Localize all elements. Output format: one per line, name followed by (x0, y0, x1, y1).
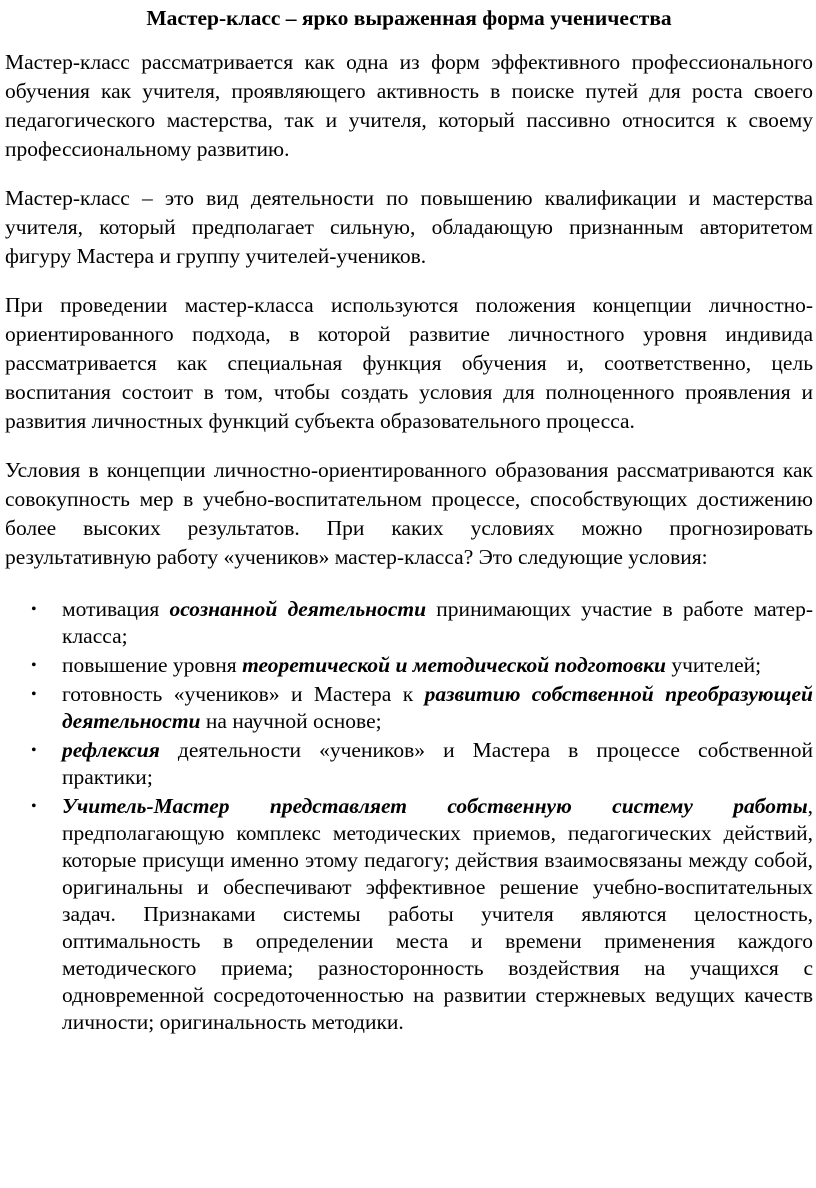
condition-emphasis: Учитель-Мастер представляет собственную систему работы (62, 794, 808, 818)
condition-text: на научной основе; (200, 709, 382, 733)
condition-text: готовность «учеников» и Мастера к (62, 682, 425, 706)
condition-emphasis: развитию собственной преобразующей деятельности (62, 682, 813, 733)
paragraph-definition: Мастер-класс рассматривается как одна из форм эффективного профессионального обучения как учителя, проявляющего активность в поиске путей для роста своего педагогического мастерства, так и учителя, который пассивно относится к своему профессиональному развитию. (5, 50, 813, 161)
condition-text: принимающих участие в работе матер-класса; (62, 597, 813, 648)
list-item (5, 793, 813, 1036)
condition-text: мотивация (62, 597, 170, 621)
bullet-icon: • (31, 657, 37, 674)
paragraph-activity-type: Мастер-класс – это вид деятельности по повышению квалификации и мастерства учителя, который предполагает сильную, обладающую признанным авторитетом фигуру Мастера и группу учителей-учеников. (5, 186, 813, 268)
list-item (5, 596, 813, 650)
list-item (5, 681, 813, 735)
condition-emphasis: осознанной деятельности (169, 597, 427, 621)
condition-text: повышение уровня (62, 653, 243, 677)
condition-emphasis: рефлексия (62, 738, 160, 762)
paragraph-conditions-intro: Условия в концепции личностно-ориентированного образования рассматриваются как совокупность мер в учебно-воспитательном процессе, способствующих достижению более высоких результатов. При каких условиях можно прогнозировать результативную работу «учеников» мастер-класса? Это следующие условия: (5, 458, 813, 569)
bullet-icon: • (31, 742, 37, 759)
condition-text: учителей; (665, 653, 762, 677)
condition-text: , предполагающую комплекс методических приемов, педагогических действий, которые присущи именно этому педагогу; действия взаимосвязаны между собой, оригинальны и обеспечивают эффективное решение учебно-воспитательных задач. Признаками системы работы учителя являются целостность, оптимальность в определении места и времени применения каждого методического приема; разносторонность воздействия на учащихся с одновременной сосредоточенностью на развитии стержневых ведущих качеств личности; оригинальность методики. (62, 794, 813, 1034)
paragraph-concept: При проведении мастер-класса используются положения концепции личностно-ориентированного подхода, в которой развитие личностного уровня индивида рассматривается как специальная функция обучения и, соответственно, цель воспитания состоит в том, чтобы создать условия для полноценного проявления и развития личностных функций субъекта образовательного процесса. (5, 293, 813, 433)
list-item (5, 652, 813, 679)
condition-text: деятельности «учеников» и Мастера в процессе собственной практики; (62, 738, 813, 789)
list-item (5, 737, 813, 791)
bullet-icon: • (31, 798, 37, 815)
document-title: Мастер-класс – ярко выраженная форма ученичества (146, 6, 672, 30)
bullet-icon: • (31, 601, 37, 618)
condition-emphasis: теоретической и методической подготовки (242, 653, 666, 677)
bullet-icon: • (31, 686, 37, 703)
conditions-list (5, 596, 813, 1036)
